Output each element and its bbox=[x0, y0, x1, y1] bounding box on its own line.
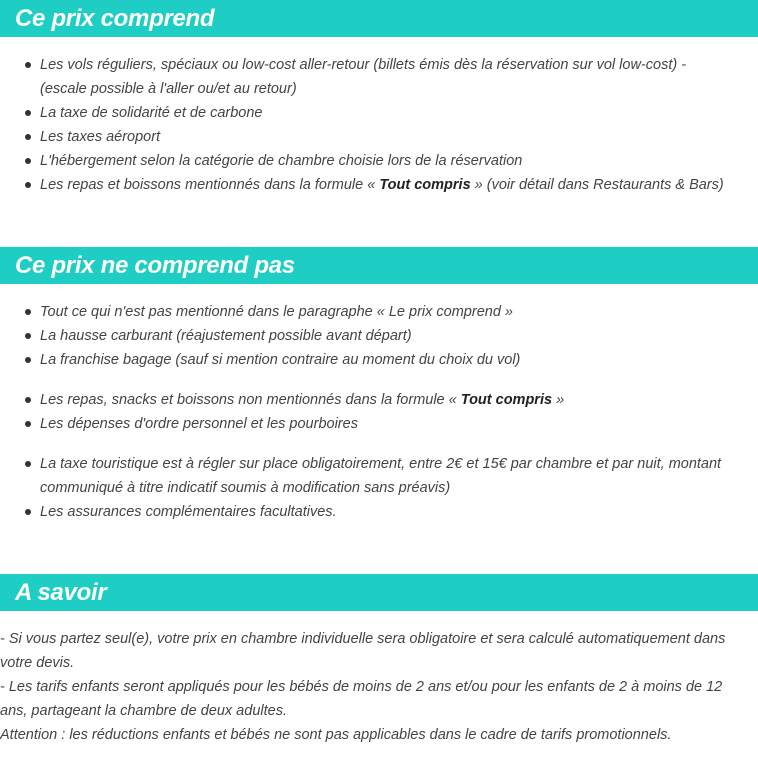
list-item: La hausse carburant (réajustement possible avant départ) bbox=[0, 324, 758, 348]
info-line: - Si vous partez seul(e), votre prix en chambre individuelle sera obligatoire et sera calculé automatiquement dans votre devis. bbox=[0, 631, 726, 671]
list-item: Les taxes aéroport bbox=[0, 125, 758, 149]
info-text bbox=[0, 627, 758, 747]
list-item bbox=[0, 173, 758, 197]
item-text: » bbox=[552, 392, 565, 408]
list-item: La taxe de solidarité et de carbone bbox=[0, 101, 758, 125]
item-emphasis: Tout compris bbox=[460, 392, 553, 408]
list-item: Les assurances complémentaires facultatives. bbox=[0, 500, 758, 524]
item-text: » (voir détail dans Restaurants & Bars) bbox=[470, 177, 724, 193]
section-title-info: A savoir bbox=[0, 574, 758, 611]
list-item: Tout ce qui n'est pas mentionné dans le paragraphe « Le prix comprend » bbox=[0, 300, 758, 324]
list-item: L'hébergement selon la catégorie de chambre choisie lors de la réservation bbox=[0, 149, 758, 173]
info-line: - Les tarifs enfants seront appliqués pour les bébés de moins de 2 ans et/ou pour les enfants de 2 à moins de 12 ans, partageant la chambre de deux adultes. bbox=[0, 679, 723, 719]
section-title-included: Ce prix comprend bbox=[0, 0, 758, 37]
list-item: Les dépenses d'ordre personnel et les pourboires bbox=[0, 412, 758, 436]
info-line: Attention : les réductions enfants et bébés ne sont pas applicables dans le cadre de tarifs promotionnels. bbox=[0, 727, 672, 743]
list-item bbox=[0, 388, 758, 412]
item-emphasis: Tout compris bbox=[379, 177, 471, 193]
included-list bbox=[0, 53, 758, 197]
item-text: Les repas, snacks et boissons non mentionnés dans la formule « bbox=[40, 392, 461, 408]
excluded-list bbox=[0, 300, 758, 524]
list-item: La taxe touristique est à régler sur place obligatoirement, entre 2€ et 15€ par chambre et par nuit, montant communiqué à titre indicatif soumis à modification sans préavis) bbox=[0, 452, 758, 500]
item-text: Les repas et boissons mentionnés dans la formule « bbox=[40, 177, 380, 193]
section-title-excluded: Ce prix ne comprend pas bbox=[0, 247, 758, 284]
list-item: Les vols réguliers, spéciaux ou low-cost aller-retour (billets émis dès la réservation sur vol low-cost) - (escale possible à l'aller ou/et au retour) bbox=[0, 53, 758, 101]
list-item: La franchise bagage (sauf si mention contraire au moment du choix du vol) bbox=[0, 348, 758, 372]
